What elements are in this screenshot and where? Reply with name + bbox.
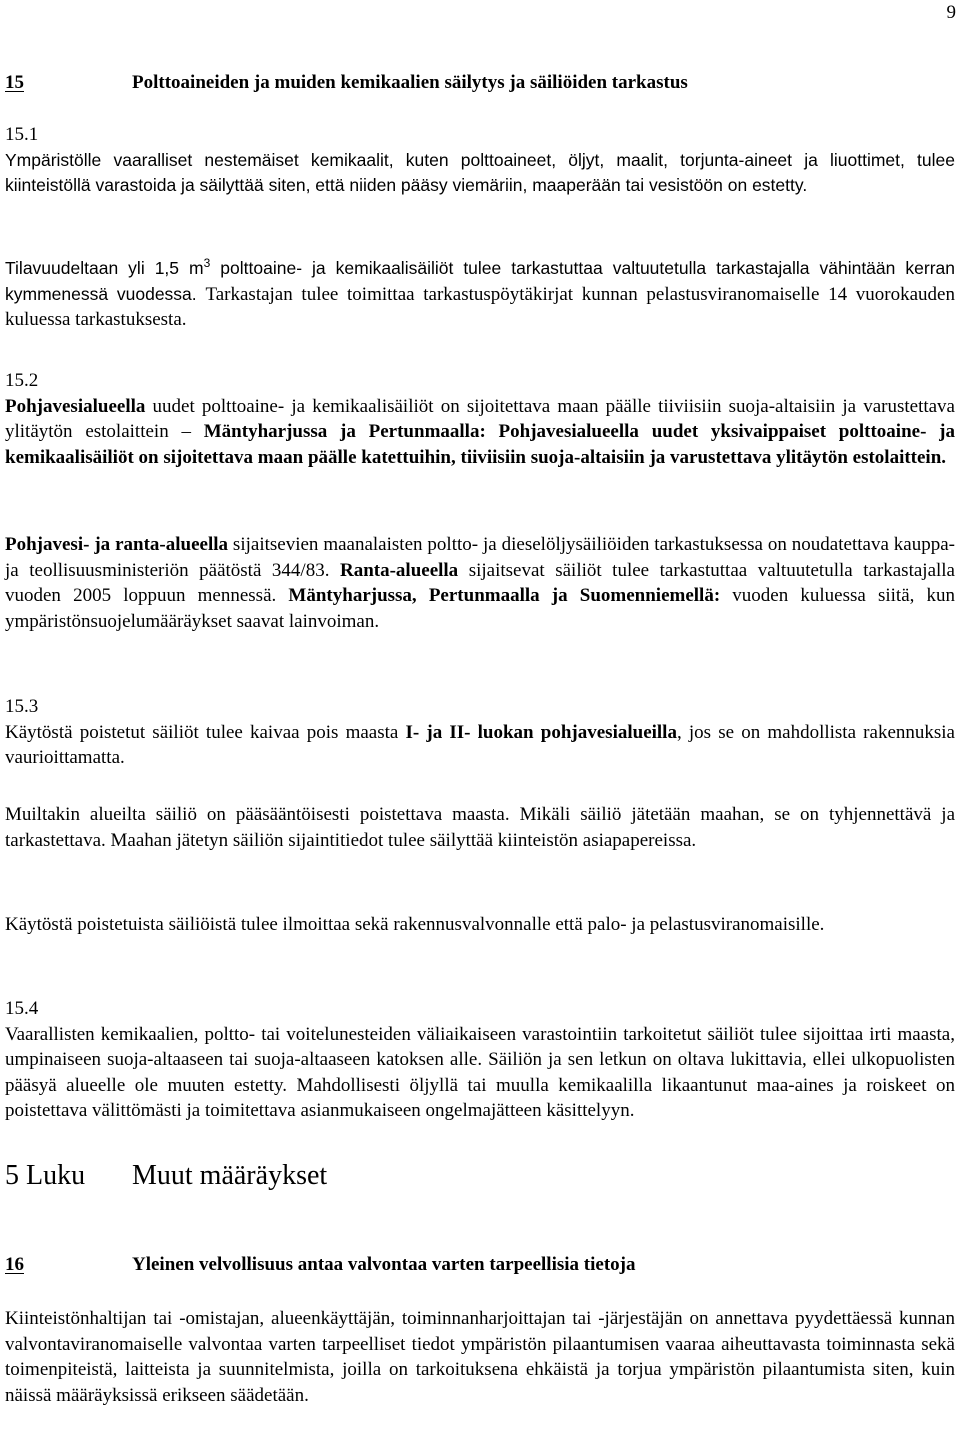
paragraph-15-4 [5,996,955,1124]
section-16-title: Yleinen velvollisuus antaa valvontaa varten tarpeellisia tietoja [132,1254,636,1275]
shore-area-bold: Ranta-alueella [339,559,459,581]
groundwater-area-bold: Pohjavesialueella [5,395,146,417]
inspection-text-a: Tilavuudeltaan yli 1,5 m [5,258,204,278]
section-16-heading [5,1252,635,1277]
chapter-number: 5 Luku [5,1160,86,1191]
paragraph-16 [5,1306,955,1408]
subsection-15-3-number: 15.3 [5,696,39,717]
underground-tanks-text: sijaitsevien maanalaisten poltto- ja dieselöljysäiliöiden tarkastuksessa on noudatettava kauppa- ja teollisuusministeriön päätöstä 344/83. [5,534,955,581]
section-16-number: 16 [5,1254,24,1275]
section-15-title: Polttoaineiden ja muiden kemikaalien säilytys ja säiliöiden tarkastus [132,72,688,93]
paragraph-15-3 [5,694,955,771]
paragraph-15-1 [5,122,955,199]
paragraph-15-2 [5,368,955,470]
paragraph-15-3-notification [5,912,955,938]
paragraph-15-2-underground-tanks [5,532,955,634]
paragraph-15-2-text: uudet polttoaine- ja kemikaalisäiliöt on sijoitettava maan päälle tiiviisiin suoja-altaisiin ja varustettava ylitäytön estolaittein – [5,395,955,442]
subsection-15-1-number: 15.1 [5,124,39,145]
cubic-superscript: 3 [203,256,211,271]
paragraph-16-text: Kiinteistönhaltijan tai -omistajan, alueenkäyttäjän, toiminnanharjoittajan tai -järjestäjän on annettava pyydettäessä kunnan valvontaviranomaiselle valvontaa varten tarpeelliset tiedot ympäristön pilaantumisen vaaraa aiheuttavasta toiminnasta sekä toimenpiteistä, laitteista ja suunnitelmista, joilla on tarkoituksena ehkäistä ja torjua ympäristön pilaantumista siten, kuin näissä määräyksissä erikseen säädetään. [5,1308,955,1406]
chapter-heading [5,1156,327,1196]
shore-tanks-text: sijaitsevat säiliöt tulee tarkastuttaa valtuutetulla tarkastajalla vuoden 2005 loppuun mennessä. [5,559,955,606]
subsection-15-2-number: 15.2 [5,370,39,391]
paragraph-15-3-other-areas [5,802,955,853]
paragraph-15-1-inspection [5,256,955,333]
other-areas-text: Muiltakin alueilta säiliö on pääsääntöisesti poistettava maasta. Mikäli säiliö jätetään maahan, se on tyhjennettävä ja tarkastettava. Maahan jätetyn säiliön sijaintitiedot tulee säilyttää kiinteistön asiapapereissa. [5,804,955,851]
mantyharju-pertunmaa-rule: Mäntyharjussa ja Pertunmaalla: Pohjavesialueella uudet yksivaippaiset polttoaine- ja kemikaalisäiliöt on sijoitettava maan päälle katettuihin, tiiviisiin suoja-altaisiin ja varustettava ylitäytön estolaittein. [5,421,956,468]
chapter-title: Muut määräykset [132,1160,328,1191]
paragraph-15-3-text-b: , jos se on mahdollista rakennuksia vaurioittamatta. [5,721,955,768]
notification-text: Käytöstä poistetuista säiliöistä tulee ilmoittaa sekä rakennusvalvonnalle että palo- ja pelastusviranomaisille. [5,914,825,935]
paragraph-15-1-text: Ympäristölle vaaralliset nestemäiset kemikaalit, kuten polttoaineet, öljyt, maalit, torjunta-aineet ja liuottimet, tulee kiinteistöllä varastoida ja säilyttää siten, että niiden pääsy viemäriin, maaperään tai vesistöön on estetty. [5,149,955,195]
subsection-15-4-number: 15.4 [5,998,39,1019]
inspection-text-c: Tarkastajan tulee toimittaa tarkastuspöytäkirjat kunnan pelastusviranomaiselle 14 vuorokauden kuluessa tarkastuksesta. [5,283,955,330]
section-15-number: 15 [5,72,24,93]
paragraph-15-3-text-a: Käytöstä poistetut säiliöt tulee kaivaa pois maasta [5,721,406,743]
section-15-heading [5,70,688,95]
municipalities-bold: Mäntyharjussa, Pertunmaalla ja Suomenniemellä: [288,585,721,606]
groundwater-shore-bold: Pohjavesi- ja ranta-alueella [5,534,229,555]
page-number: 9 [946,2,956,23]
entry-into-force-text: vuoden kuluessa siitä, kun ympäristönsuojelumääräykset saavat lainvoiman. [5,585,956,632]
paragraph-15-4-text: Vaarallisten kemikaalien, poltto- tai voitelunesteiden väliaikaiseen varastointiin tarkoitetut säiliöt tulee sijoittaa irti maasta, umpinaiseen suoja-altaaseen tai suoja-altaaseen katoksen alle. Säiliön ja sen letkun on oltava lukittavia, ellei ulkopuolisten pääsyä alueelle ole muuten estetty. Mahdollisesti öljyllä tai muulla kemikaalilla likaantunut maa-aines ja roiskeet on poistettava välittömästi ja toimitettava asianmukaiseen ongelmajätteen käsittelyyn. [5,1023,955,1121]
inspection-text-b: polttoaine- ja kemikaalisäiliöt tulee tarkastuttaa valtuutetulla tarkastajalla vähintään kerran kymmenessä vuodessa. [5,258,955,304]
groundwater-class-bold: I- ja II- luokan pohjavesialueilla [405,721,677,743]
